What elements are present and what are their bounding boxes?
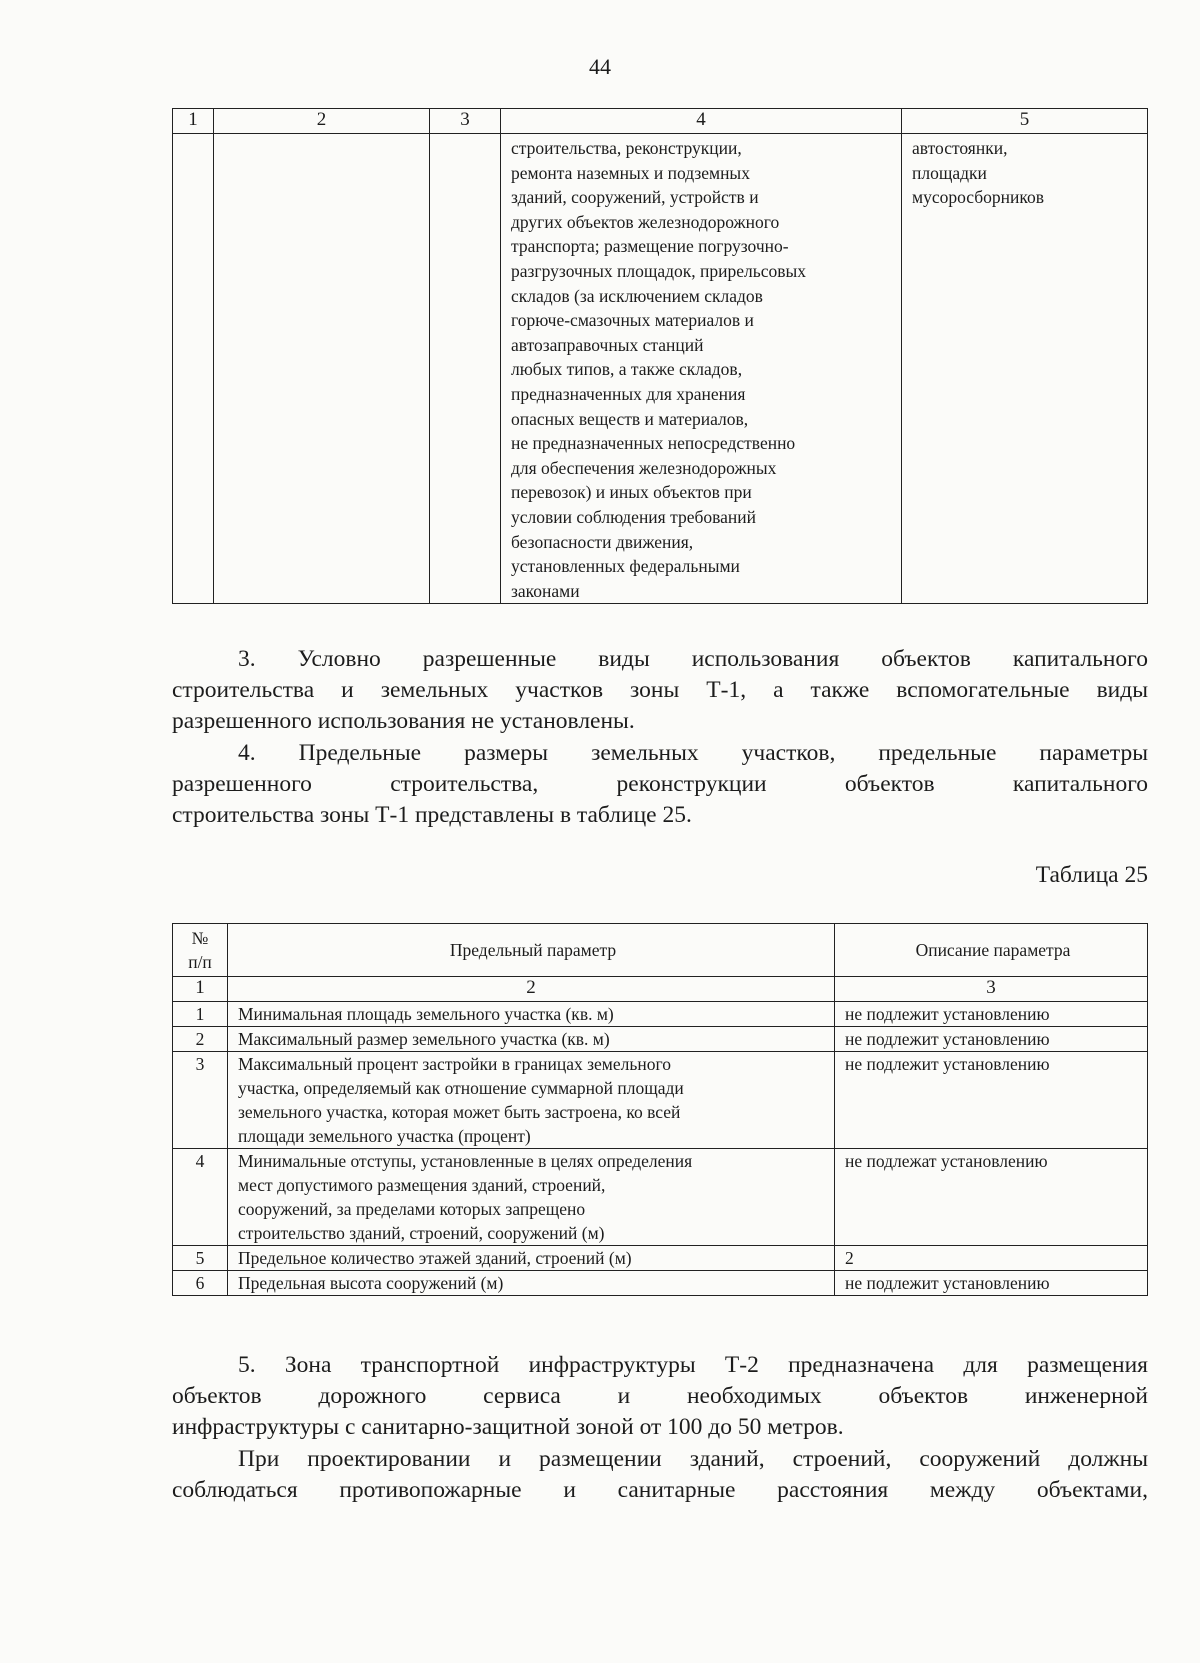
cell-empty-2: [214, 134, 430, 604]
row-desc: 2: [835, 1246, 1148, 1271]
row-desc: не подлежит установлению: [835, 1002, 1148, 1027]
paragraph-line: объектов дорожного сервиса и необходимых объектов инженерной: [172, 1383, 1148, 1409]
row-num: 6: [173, 1271, 228, 1296]
col-number-2: 2: [228, 977, 835, 1002]
text-line: ремонта наземных и подземных: [511, 162, 750, 183]
table-header-row: [173, 924, 1148, 977]
row-param: [228, 1271, 835, 1296]
text-line: строительства, реконструкции,: [511, 138, 742, 158]
table-row: [173, 1246, 1148, 1271]
continuation-table: [172, 108, 1148, 604]
text-line: площадки: [912, 162, 987, 183]
paragraph-line: разрешенного использования не установлены.: [172, 708, 635, 734]
paragraph-line: инфраструктуры с санитарно-защитной зоной от 100 до 50 метров.: [172, 1414, 844, 1440]
paragraph-4: [172, 738, 1148, 831]
text-line: для обеспечения железнодорожных: [511, 457, 777, 478]
param-line: Предельная высота сооружений (м): [238, 1273, 504, 1293]
col-header-2: 2: [214, 109, 430, 134]
table-row: [173, 1002, 1148, 1027]
table-header-row: [173, 109, 1148, 134]
table-row: [173, 1149, 1148, 1246]
paragraph-text: При проектировании и размещении зданий, строений, сооружений должны: [238, 1446, 1148, 1472]
parameters-table: [172, 923, 1148, 1296]
col-header-1: 1: [173, 109, 214, 134]
param-line: Предельное количество этажей зданий, строений (м): [238, 1248, 632, 1268]
text-line: не предназначенных непосредственно: [511, 433, 796, 454]
param-line: Минимальные отступы, установленные в целях определения: [238, 1151, 693, 1171]
text-line: транспорта; размещение погрузочно-: [511, 236, 789, 257]
column-number-row: [173, 977, 1148, 1002]
row-param: [228, 1246, 835, 1271]
paragraph-text: 3. Условно разрешенные виды использования объектов капитального: [238, 646, 1148, 672]
row-desc: не подлежат установлению: [835, 1149, 1148, 1246]
text-line: горюче-смазочных материалов и: [511, 310, 754, 331]
cell-description: [501, 134, 902, 604]
text-line: разгрузочных площадок, прирельсовых: [511, 260, 807, 281]
cell-notes: [902, 134, 1148, 604]
paragraph-5: [172, 1350, 1148, 1443]
param-line: Максимальный процент застройки в границах земельного: [238, 1054, 671, 1074]
paragraph-line: [172, 1444, 1148, 1475]
param-line: Максимальный размер земельного участка (кв. м): [238, 1029, 610, 1049]
row-num: 1: [173, 1002, 228, 1027]
param-line: площади земельного участка (процент): [238, 1126, 531, 1146]
text-line: перевозок) и иных объектов при: [511, 482, 752, 503]
table-row: [173, 1271, 1148, 1296]
row-desc: не подлежит установлению: [835, 1271, 1148, 1296]
col-header-5: 5: [902, 109, 1148, 134]
text-line: предназначенных для хранения: [511, 383, 746, 404]
header-param: Предельный параметр: [228, 924, 835, 977]
paragraph-line: [172, 738, 1148, 769]
text-line: условии соблюдения требований: [511, 506, 757, 527]
text-line: законами: [511, 580, 580, 601]
paragraph-line: строительства и земельных участков зоны Т-1, а также вспомогательные виды: [172, 677, 1148, 703]
cell-empty-1: [173, 134, 214, 604]
param-line: Минимальная площадь земельного участка (кв. м): [238, 1004, 614, 1024]
row-num: 2: [173, 1027, 228, 1052]
paragraph-3: [172, 644, 1148, 737]
col-header-4: 4: [501, 109, 902, 134]
header-desc: Описание параметра: [835, 924, 1148, 977]
table-row: [173, 1052, 1148, 1149]
text-line: автостоянки,: [912, 138, 1008, 158]
param-line: участка, определяемый как отношение суммарной площади: [238, 1078, 684, 1098]
table-row: [173, 134, 1148, 604]
param-line: сооружений, за пределами которых запрещено: [238, 1199, 586, 1219]
text-line: складов (за исключением складов: [511, 285, 763, 306]
row-param: [228, 1027, 835, 1052]
param-line: строительство зданий, строений, сооружений (м): [238, 1223, 605, 1243]
header-num-line: №: [191, 928, 209, 948]
table-row: [173, 1027, 1148, 1052]
paragraph-line: [172, 1350, 1148, 1381]
text-line: автозаправочных станций: [511, 334, 704, 355]
text-line: безопасности движения,: [511, 531, 694, 552]
row-param: [228, 1149, 835, 1246]
row-desc: не подлежит установлению: [835, 1027, 1148, 1052]
text-line: опасных веществ и материалов,: [511, 408, 749, 429]
col-header-3: 3: [430, 109, 501, 134]
header-num-line: п/п: [188, 952, 212, 972]
paragraph-line: строительства зоны Т-1 представлены в таблице 25.: [172, 802, 692, 828]
paragraph-line: разрешенного строительства, реконструкции объектов капитального: [172, 771, 1148, 797]
header-num: [173, 924, 228, 977]
row-num: 4: [173, 1149, 228, 1246]
table-caption: Таблица 25: [1035, 862, 1148, 888]
text-line: любых типов, а также складов,: [511, 359, 743, 380]
row-desc: не подлежит установлению: [835, 1052, 1148, 1149]
text-line: зданий, сооружений, устройств и: [511, 187, 759, 208]
paragraph-line: [172, 644, 1148, 675]
cell-empty-3: [430, 134, 501, 604]
text-line: установленных федеральными: [511, 556, 740, 577]
col-number-3: 3: [835, 977, 1148, 1002]
row-param: [228, 1052, 835, 1149]
col-number-1: 1: [173, 977, 228, 1002]
text-line: других объектов железнодорожного: [511, 211, 780, 232]
paragraph-6: [172, 1444, 1148, 1506]
paragraph-text: 4. Предельные размеры земельных участков, предельные параметры: [238, 740, 1148, 766]
text-line: мусоросборников: [912, 187, 1045, 208]
param-line: мест допустимого размещения зданий, строений,: [238, 1175, 606, 1195]
row-num: 3: [173, 1052, 228, 1149]
paragraph-line: соблюдаться противопожарные и санитарные расстояния между объектами,: [172, 1477, 1148, 1503]
page-number: 44: [589, 54, 611, 79]
paragraph-text: 5. Зона транспортной инфраструктуры Т-2 предназначена для размещения: [238, 1352, 1148, 1378]
row-param: [228, 1002, 835, 1027]
param-line: земельного участка, которая может быть застроена, ко всей: [238, 1102, 681, 1122]
row-num: 5: [173, 1246, 228, 1271]
